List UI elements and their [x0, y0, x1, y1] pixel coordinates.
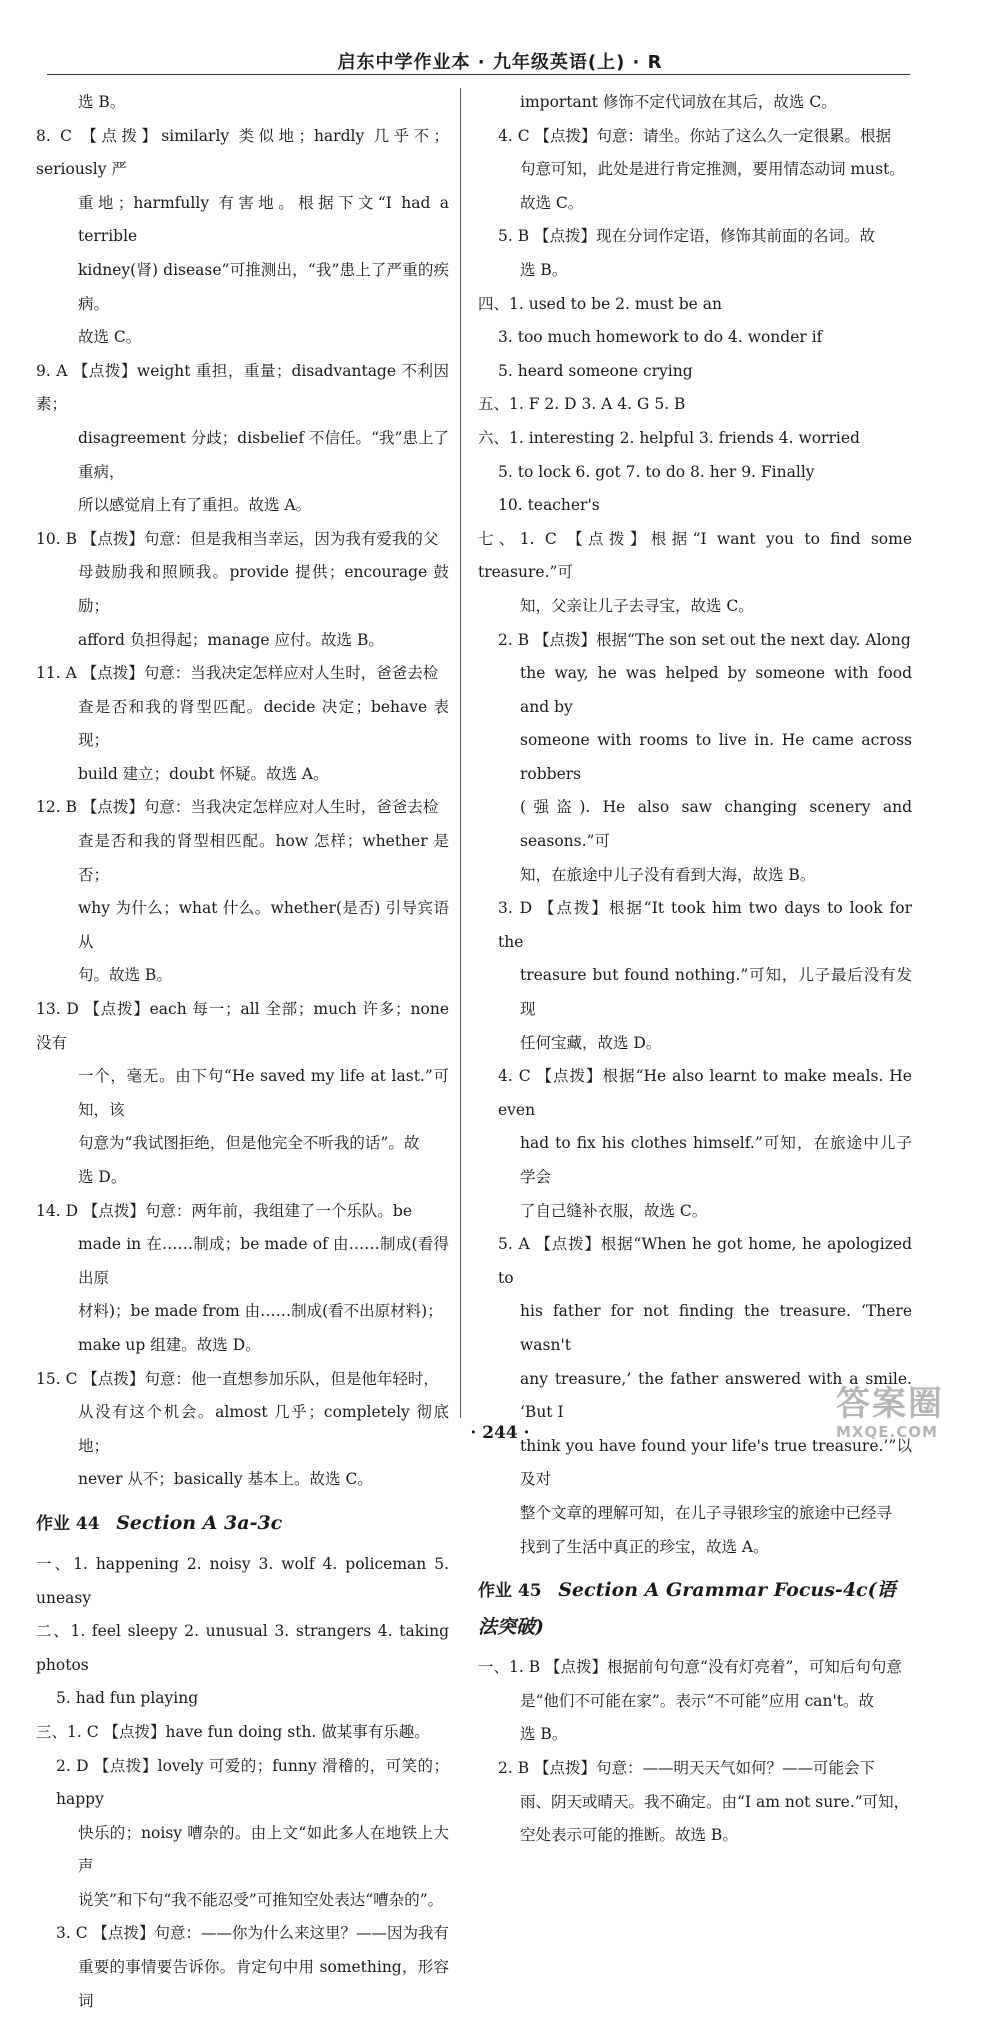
answer-line: why 为什么；what 什么。whether(是否) 引导宾语从 — [78, 899, 449, 951]
section-title: Section A Grammar Focus-4c(语法突破) — [478, 1579, 896, 1639]
answer-line: the way, he was helped by someone with food and by — [520, 664, 912, 716]
answer-line: 10. teacher's — [498, 496, 600, 515]
answer-line: 整个文章的理解可知，在儿子寻银珍宝的旅途中已经寻 — [520, 1503, 893, 1522]
header-rule — [47, 74, 910, 75]
answer-line: 一、1. happening 2. noisy 3. wolf 4. policeman 5. uneasy — [36, 1554, 449, 1607]
answer-line: 14. D 【点拨】句意：两年前，我组建了一个乐队。be — [36, 1201, 413, 1220]
answer-line: 10. B 【点拨】句意：但是我相当幸运，因为我有爱我的父 — [36, 529, 439, 548]
answer-line: 一、1. B 【点拨】根据前句句意“没有灯亮着”，可知后句句意 — [478, 1658, 902, 1677]
answer-line: never 从不；basically 基本上。故选 C。 — [78, 1470, 373, 1489]
assignment-label: 作业 45 — [478, 1581, 542, 1602]
answer-line: 母鼓励我和照顾我。provide 提供；encourage 鼓励； — [78, 563, 449, 615]
left-answers — [36, 86, 449, 1497]
answer-line: 雨、阴天或晴天。我不确定。由“I am not sure.”可知， — [520, 1792, 910, 1811]
page-number: · 244 · — [470, 1423, 530, 1443]
answer-line: 从没有这个机会。almost 几乎；completely 彻底地； — [78, 1403, 449, 1455]
answer-line: 句意为“我试图拒绝，但是他完全不听我的话”。故 — [78, 1134, 420, 1153]
answer-line: 4. C 【点拨】根据“He also learnt to make meals. He even — [498, 1067, 912, 1119]
answer-line: his father for not finding the treasure. ‘There wasn't — [520, 1302, 912, 1354]
page-header — [0, 0, 1000, 82]
answer-line: 13. D 【点拨】each 每一；all 全部；much 许多；none 没有 — [36, 1000, 449, 1052]
answer-line: 所以感觉肩上有了重担。故选 A。 — [78, 496, 312, 515]
answer-line: 5. B 【点拨】现在分词作定语，修饰其前面的名词。故 — [498, 227, 876, 246]
answer-line: 3. too much homework to do 4. wonder if — [498, 328, 823, 347]
answer-line: 查是否和我的肾型相匹配。how 怎样；whether 是否； — [78, 832, 449, 884]
answer-line: 15. C 【点拨】句意：他一直想参加乐队，但是他年轻时， — [36, 1369, 439, 1388]
answer-line: 任何宝藏，故选 D。 — [520, 1033, 662, 1052]
answer-line: kidney(肾) disease”可推测出，“我”患上了严重的疾病。 — [78, 260, 449, 313]
column-divider — [460, 88, 461, 1418]
answer-line: 8. C 【点拨】similarly 类似地；hardly 几乎不；seriously 严 — [36, 126, 449, 179]
right-column — [478, 86, 912, 1853]
answer-line: 说笑”和下句“我不能忍受”可推知空处表达“嘈杂的”。 — [78, 1890, 444, 1909]
answer-line: 四、1. used to be 2. must be an — [478, 294, 722, 313]
watermark-url: MXQE.COM — [836, 1423, 938, 1441]
answer-line: 重要的事情要告诉你。肯定句中用 something，形容词 — [78, 1958, 449, 2010]
answer-line: 9. A 【点拨】weight 重担，重量；disadvantage 不利因素； — [36, 361, 449, 414]
answer-line: treasure but found nothing.”可知，儿子最后没有发现 — [520, 966, 912, 1019]
answer-line: 故选 C。 — [520, 193, 584, 212]
answer-line: 选 B。 — [520, 260, 568, 279]
answer-line: 5. heard someone crying — [498, 361, 693, 380]
watermark-text: 答案圈 — [836, 1384, 944, 1424]
answer-line: had to fix his clothes himself.”可知，在旅途中儿子学会 — [520, 1134, 912, 1186]
answer-line: important 修饰不定代词放在其后，故选 C。 — [520, 93, 837, 111]
answer-line: 3. D 【点拨】根据“It took him two days to look for the — [498, 899, 912, 951]
answer-line: 4. C 【点拨】句意：请坐。你站了这么久一定很累。根据 — [498, 126, 892, 145]
answer-line: 5. A 【点拨】根据“When he got home, he apologized to — [498, 1235, 912, 1287]
answer-line: 空处表示可能的推断。故选 B。 — [520, 1826, 738, 1845]
right-answers — [478, 86, 912, 1564]
answer-line: 选 B。 — [520, 1725, 568, 1744]
answer-line: 3. C 【点拨】句意：——你为什么来这里？——因为我有 — [56, 1924, 450, 1943]
answer-line: 快乐的；noisy 嘈杂的。由上文“如此多人在地铁上大声 — [78, 1823, 449, 1876]
answer-line: disagreement 分歧；disbelief 不信任。“我”患上了重病， — [78, 428, 449, 481]
assignment-label: 作业 44 — [36, 1513, 100, 1534]
answer-line: 七、1. C 【点拨】根据“I want you to find some treasure.”可 — [478, 529, 912, 582]
answer-line: 查是否和我的肾型匹配。decide 决定；behave 表现； — [78, 697, 449, 750]
answer-line: 知，父亲让儿子去寻宝，故选 C。 — [520, 596, 754, 615]
left-answers-44 — [36, 1548, 449, 2018]
right-answers-45 — [478, 1651, 912, 1853]
section-heading-45 — [478, 1572, 912, 1645]
answer-line: (强盗). He also saw changing scenery and seasons.”可 — [520, 798, 912, 851]
answer-line: 5. to lock 6. got 7. to do 8. her 9. Finally — [498, 462, 815, 481]
answer-line: 5. had fun playing — [56, 1689, 199, 1708]
section-title: Section A 3a-3c — [116, 1511, 283, 1534]
left-column — [36, 86, 449, 2018]
answer-line: 句。故选 B。 — [78, 966, 172, 985]
section-heading-44 — [36, 1505, 449, 1542]
answer-line: make up 组建。故选 D。 — [78, 1335, 261, 1354]
answer-line: made in 在……制成；be made of 由……制成(看得出原 — [78, 1235, 449, 1287]
answer-line: 2. B 【点拨】根据“The son set out the next day. Along — [498, 630, 911, 649]
answer-line: 五、1. F 2. D 3. A 4. G 5. B — [478, 395, 686, 414]
answer-line: 二、1. feel sleepy 2. unusual 3. strangers 4. taking photos — [36, 1622, 449, 1674]
answer-line: 一个，毫无。由下句“He saved my life at last.”可知，该 — [78, 1067, 449, 1119]
answer-line: build 建立；doubt 怀疑。故选 A。 — [78, 764, 329, 783]
answer-line: afford 负担得起；manage 应付。故选 B。 — [78, 630, 384, 649]
answer-line: 是“他们不可能在家”。表示“不可能”应用 can't。故 — [520, 1691, 875, 1710]
answer-line: someone with rooms to live in. He came across robbers — [520, 731, 912, 783]
answer-line: 故选 C。 — [78, 328, 142, 347]
answer-line: 三、1. C 【点拨】have fun doing sth. 做某事有乐趣。 — [36, 1722, 430, 1741]
answer-line: 六、1. interesting 2. helpful 3. friends 4. worried — [478, 428, 860, 447]
answer-line: 2. D 【点拨】lovely 可爱的；funny 滑稽的，可笑的；happy — [56, 1756, 449, 1809]
answer-line: 选 D。 — [78, 1168, 127, 1186]
answer-line: 材料)；be made from 由……制成(看不出原材料)； — [78, 1302, 443, 1321]
answer-line: 12. B 【点拨】句意：当我决定怎样应对人生时，爸爸去检 — [36, 798, 439, 817]
answer-line: 知，在旅途中儿子没有看到大海，故选 B。 — [520, 865, 816, 884]
answer-line: 选 B。 — [78, 93, 126, 111]
answer-line: 11. A 【点拨】句意：当我决定怎样应对人生时，爸爸去检 — [36, 664, 439, 683]
watermark-logo — [836, 1385, 986, 1443]
answer-line: 句意可知，此处是进行肯定推测，要用情态动词 must。 — [520, 160, 905, 179]
answer-line: 了自己缝补衣服，故选 C。 — [520, 1201, 708, 1220]
answer-line: 重地；harmfully 有害地。根据下文“I had a terrible — [78, 193, 449, 246]
answer-line: think you have found your life's true treasure.’”以及对 — [520, 1436, 912, 1489]
book-title: 启东中学作业本 · 九年级英语(上) · R — [337, 52, 663, 73]
answer-line: 找到了生活中真正的珍宝，故选 A。 — [520, 1537, 769, 1556]
answer-line: any treasure,’ the father answered with a smile. ‘But I — [520, 1369, 912, 1422]
answer-line: 2. B 【点拨】句意：——明天天气如何？——可能会下 — [498, 1758, 876, 1777]
